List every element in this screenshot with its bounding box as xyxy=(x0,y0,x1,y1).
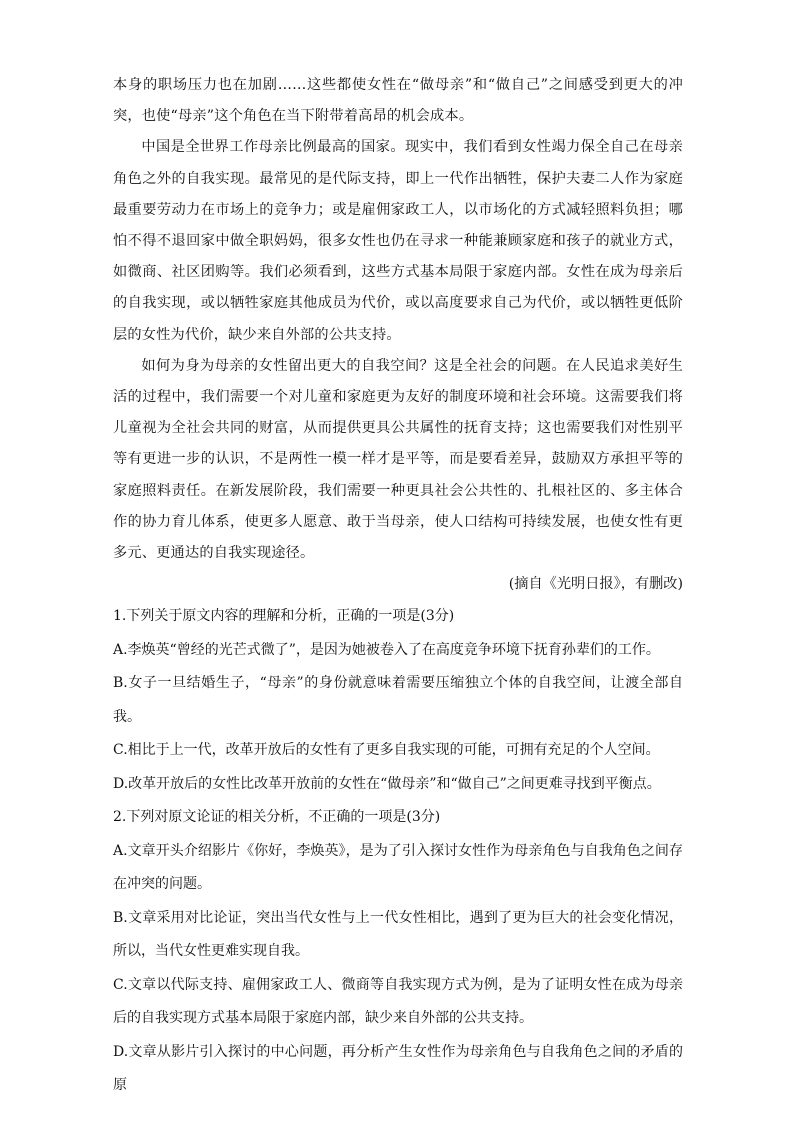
question-option: B.文章采用对比论证，突出当代女性与上一代女性相比，遇到了更为巨大的社会变化情况，所以，当代女性更难实现自我。 xyxy=(113,909,683,960)
article-paragraph: 中国是全世界工作母亲比例最高的国家。现实中，我们看到女性竭力保全自己在母亲角色之外的自我实现。最常见的是代际支持，即上一代作出牺牲，保护夫妻二人作为家庭最重要劳动力在市场上的竞争力；或是雇佣家政工人，以市场化的方式减轻照料负担；哪怕不得不退回家中做全职妈妈，很多女性也仍在寻求一种能兼顾家庭和孩子的就业方式，如微商、社区团购等。我们必须看到，这些方式基本局限于家庭内部。女性在成为母亲后的自我实现，或以牺牲家庭其他成员为代价，或以高度要求自己为代价，或以牺牲更低阶层的女性为代价，缺少来自外部的公共支持。 xyxy=(113,139,683,343)
document-page xyxy=(113,70,683,1103)
question-option: C.文章以代际支持、雇佣家政工人、微商等自我实现方式为例，是为了证明女性在成为母亲后的自我实现方式基本局限于家庭内部，缺少来自外部的公共支持。 xyxy=(113,976,683,1027)
question-stem: 1.下列关于原文内容的理解和分析，正确的一项是(3分) xyxy=(113,608,455,625)
question-1 xyxy=(113,600,683,801)
question-option: D.改革开放后的女性比改革开放前的女性在“做母亲”和“做自己”之间更难寻找到平衡点。 xyxy=(113,775,661,792)
question-option: C.相比于上一代，改革开放后的女性有了更多自我实现的可能，可拥有充足的个人空间。 xyxy=(113,742,660,759)
question-stem: 2.下列对原文论证的相关分析，不正确的一项是(3分) xyxy=(113,809,441,826)
question-option: A.李焕英“曾经的光芒式微了”，是因为她被卷入了在高度竞争环境下抚育孙辈们的工作。 xyxy=(113,641,660,658)
question-option: B.女子一旦结婚生子，“母亲”的身份就意味着需要压缩独立个体的自我空间，让渡全部自我。 xyxy=(113,675,683,725)
question-option: D.文章从影片引入探讨的中心问题，再分析产生女性作为母亲角色与自我角色之间的矛盾的原 xyxy=(113,1043,683,1094)
article-source: (摘自《光明日报》，有删改) xyxy=(508,576,683,593)
question-2 xyxy=(113,801,683,1103)
question-option: A.文章开头介绍影片《你好，李焕英》，是为了引入探讨女性作为母亲角色与自我角色之间存在冲突的问题。 xyxy=(113,842,683,893)
article-paragraph-continued: 本身的职场压力也在加剧……这些都使女性在“做母亲”和“做自己”之间感受到更大的冲突，也使“母亲”这个角色在当下附带着高昂的机会成本。 xyxy=(113,77,683,125)
article-paragraph: 如何为身为母亲的女性留出更大的自我空间？这是全社会的问题。在人民追求美好生活的过程中，我们需要一个对儿童和家庭更为友好的制度环境和社会环境。这需要我们将儿童视为全社会共同的财富，从而提供更具公共属性的抚育支持；这也需要我们对性别平等有更进一步的认识，不是两性一模一样才是平等，而是要看差异，鼓励双方承担平等的家庭照料责任。在新发展阶段，我们需要一种更具社会公共性的、扎根社区的、多主体合作的协力育儿体系，使更多人愿意、敢于当母亲，使人口结构可持续发展，也使女性有更多元、更通达的自我实现途径。 xyxy=(113,357,683,562)
